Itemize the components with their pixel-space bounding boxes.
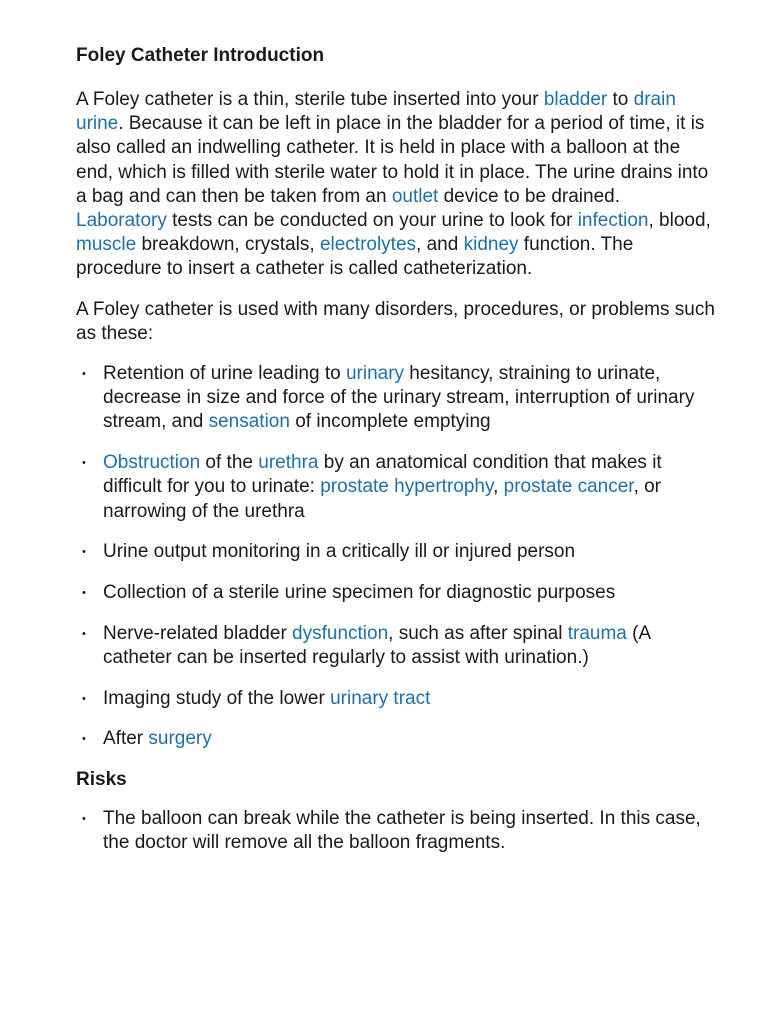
uses-intro-paragraph: A Foley catheter is used with many disorders, procedures, or problems such as these:: [76, 298, 715, 344]
text-run: breakdown, crystals,: [136, 234, 320, 256]
risks-heading: Risks: [76, 768, 127, 790]
link-urinary[interactable]: urinary: [345, 363, 405, 385]
list-item: [76, 622, 716, 670]
link-urinary-tract[interactable]: urinary tract: [330, 687, 431, 709]
link-prostate-cancer[interactable]: prostate cancer: [503, 476, 634, 498]
text-run: by an anatomical condition that makes it difficult for you to urinate:: [103, 452, 662, 498]
text-run: Urine output monitoring in a critically ill or injured person: [103, 541, 576, 563]
list-item: [76, 727, 716, 751]
text-run: The balloon can break while the catheter is being inserted. In this case, the doctor will remove all the balloon fragments.: [103, 807, 701, 854]
list-item: [76, 362, 716, 435]
intro-paragraph: [76, 88, 716, 282]
bullet-icon: •: [82, 546, 86, 559]
text-run: , and: [416, 234, 464, 256]
bullet-icon: •: [82, 692, 86, 705]
list-item: [76, 581, 716, 605]
bullet-icon: •: [82, 457, 86, 470]
text-run: device to be drained.: [438, 185, 621, 207]
link-obstruction[interactable]: Obstruction: [103, 452, 201, 474]
link-kidney[interactable]: kidney: [463, 234, 519, 256]
link-dysfunction[interactable]: dysfunction: [292, 622, 389, 644]
bullet-icon: •: [82, 368, 86, 381]
text-run: to: [607, 89, 634, 110]
link-laboratory[interactable]: Laboratory: [76, 210, 167, 232]
bullet-icon: •: [82, 733, 86, 746]
text-run: After: [103, 728, 149, 750]
uses-list: [76, 362, 716, 751]
link-muscle[interactable]: muscle: [76, 234, 137, 256]
link-trauma[interactable]: trauma: [567, 622, 627, 644]
page-title: Foley Catheter Introduction: [76, 45, 325, 66]
bullet-icon: •: [82, 627, 86, 640]
link-sensation[interactable]: sensation: [208, 411, 290, 433]
link-infection[interactable]: infection: [577, 210, 649, 232]
link-surgery[interactable]: surgery: [148, 728, 212, 750]
document-page: [76, 44, 716, 872]
risks-list: [76, 807, 716, 855]
text-run: , blood,: [648, 210, 711, 232]
text-run: Imaging study of the lower: [103, 687, 331, 709]
list-item: [76, 451, 716, 524]
link-outlet[interactable]: outlet: [391, 185, 439, 207]
link-electrolytes[interactable]: electrolytes: [319, 234, 417, 256]
text-run: . Because it can be left in place in the bladder for a period of time, it is also called an indwelling catheter. It is held in place with a balloon at the end, which is filled with sterile water to hold it in place. The urine drains into a bag and can then be taken from an: [76, 113, 709, 207]
text-run: , such as after spinal: [388, 622, 568, 644]
text-run: A Foley catheter is a thin, sterile tube inserted into your: [76, 89, 544, 110]
text-run: of the: [200, 452, 259, 474]
bullet-icon: •: [82, 586, 86, 599]
bullet-icon: •: [82, 812, 86, 825]
link-urethra[interactable]: urethra: [258, 452, 319, 474]
text-run: ,: [493, 476, 504, 498]
list-item: [76, 807, 716, 855]
text-run: Collection of a sterile urine specimen for diagnostic purposes: [103, 581, 616, 603]
text-run: hesitancy, straining to urinate, decrease in size and force of the urinary stream, interruption of urinary stream, and: [103, 363, 695, 433]
text-run: Nerve-related bladder: [103, 622, 293, 644]
text-run: tests can be conducted on your urine to look for: [166, 210, 578, 232]
link-prostate-hypertrophy[interactable]: prostate hypertrophy: [320, 476, 494, 498]
text-run: Retention of urine leading to: [103, 363, 346, 385]
link-bladder[interactable]: bladder: [543, 89, 608, 110]
link-drain-urine[interactable]: drain urine: [76, 89, 676, 135]
text-run: of incomplete emptying: [289, 411, 491, 433]
text-run: function. The procedure to insert a catheter is called catheterization.: [76, 234, 634, 280]
list-item: [76, 540, 716, 564]
list-item: [76, 687, 716, 711]
text-run: , or narrowing of the urethra: [103, 476, 662, 522]
text-run: (A catheter can be inserted regularly to assist with urination.): [103, 622, 651, 668]
